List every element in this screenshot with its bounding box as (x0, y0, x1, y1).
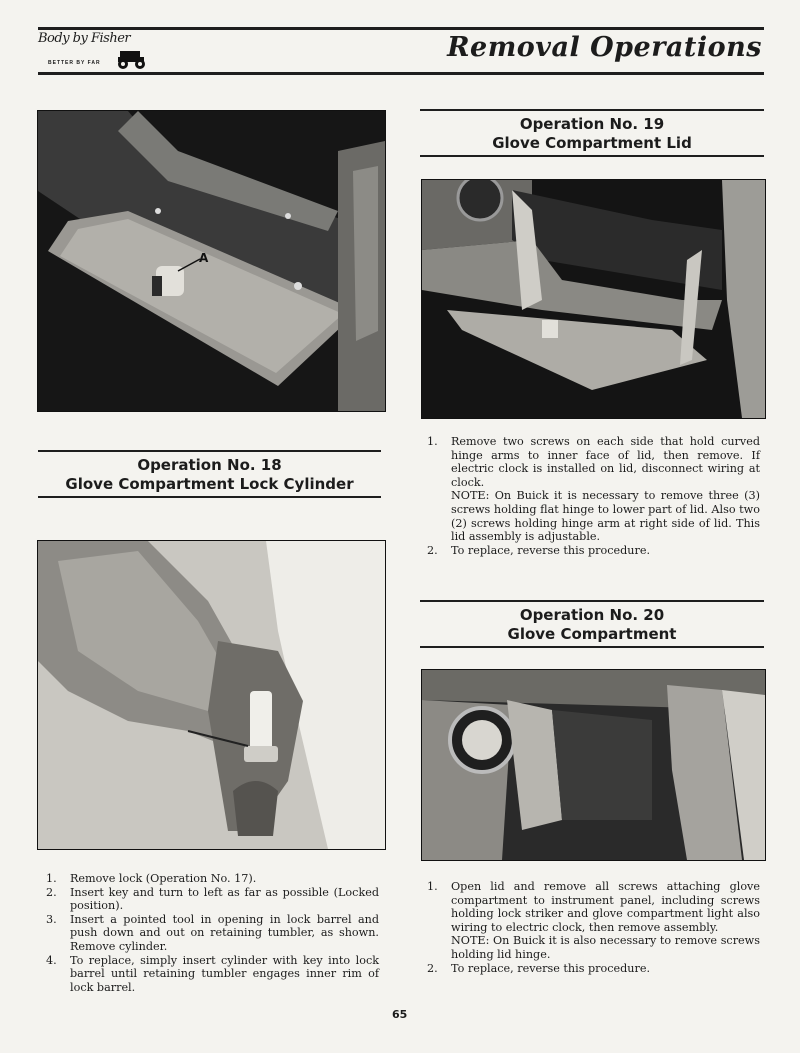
photo-glove-compartment-image (422, 670, 765, 860)
step-number: 1. (427, 435, 438, 448)
op18-steps (46, 872, 379, 994)
step-note: NOTE: On Buick it is necessary to remove three (3) screws holding flat hinge to lower part of lid. Also two (2) screws holding hinge arm at right side of lid. This lid assembly is adjustable. (451, 489, 760, 544)
body-by-fisher-logo (38, 31, 150, 71)
photo-glove-compartment (421, 669, 766, 861)
op20-bottom-rule (420, 646, 764, 648)
op19-title: Glove Compartment Lid (492, 134, 692, 152)
coach-icon (114, 48, 148, 70)
photo-lock-cylinder-image (38, 541, 385, 849)
step-number: 4. (46, 953, 57, 967)
step-text: To replace, reverse this procedure. (451, 961, 651, 975)
op18-number: Operation No. 18 (137, 456, 282, 474)
op19-bottom-rule (420, 155, 764, 157)
step-number: 1. (427, 880, 438, 893)
step-number: 3. (46, 912, 57, 926)
photo-glove-lid-image (422, 180, 765, 418)
step-number: 1. (46, 872, 57, 885)
step-text: Remove two screws on each side that hold curved hinge arms to inner face of lid, then remove. If electric clock is installed on lid, disconnect wiring at clock. (451, 435, 760, 489)
op20-steps (427, 880, 760, 975)
logo-tagline: BETTER BY FAR (48, 60, 101, 66)
op18-step (46, 913, 379, 954)
op18-top-rule (38, 450, 381, 452)
op18-step (46, 954, 379, 995)
op20-number: Operation No. 20 (519, 606, 665, 624)
step-text: Open lid and remove all screws attaching glove compartment to instrument panel, including screws holding lock striker and glove compartment light also wiring to electric clock, then remove assembly. (451, 880, 760, 934)
op20-step (427, 880, 760, 962)
op20-title: Glove Compartment (507, 625, 677, 643)
op19-step (427, 435, 760, 544)
op18-step (46, 886, 379, 913)
page-header-title: Removal Operations (447, 32, 762, 63)
op19-heading (420, 115, 764, 153)
photo-lock-cylinder-removal (37, 540, 386, 850)
op19-steps (427, 435, 760, 557)
step-number: 2. (427, 961, 438, 975)
op20-step (427, 962, 760, 976)
step-text: To replace, reverse this procedure. (451, 543, 651, 557)
op18-step (46, 872, 379, 886)
op18-title: Glove Compartment Lock Cylinder (65, 475, 354, 493)
photo-lock-assembly (37, 110, 386, 412)
header-bottom-rule (38, 72, 764, 75)
op18-bottom-rule (38, 496, 381, 498)
op19-step (427, 544, 760, 558)
op20-heading (420, 606, 764, 644)
op19-number: Operation No. 19 (519, 115, 665, 133)
step-text: To replace, simply insert cylinder with key into lock barrel until retaining tumbler engages inner rim of lock barrel. (70, 953, 379, 994)
photo-lock-assembly-image (38, 111, 385, 411)
op20-top-rule (420, 600, 764, 602)
op18-heading (38, 456, 381, 494)
photo-glove-compartment-lid (421, 179, 766, 419)
step-text: Remove lock (Operation No. 17). (70, 872, 257, 885)
page-number: 65 (392, 1008, 408, 1021)
step-number: 2. (427, 543, 438, 557)
callout-label-a: A (199, 251, 209, 265)
logo-script: Body by Fisher (38, 31, 131, 46)
step-note: NOTE: On Buick it is also necessary to remove screws holding lid hinge. (451, 934, 760, 961)
step-text: Insert a pointed tool in opening in lock barrel and push down and out on retaining tumbler, as shown. Remove cylinder. (70, 912, 379, 953)
op19-top-rule (420, 109, 764, 111)
step-text: Insert key and turn to left as far as possible (Locked position). (70, 885, 379, 913)
step-number: 2. (46, 885, 57, 899)
